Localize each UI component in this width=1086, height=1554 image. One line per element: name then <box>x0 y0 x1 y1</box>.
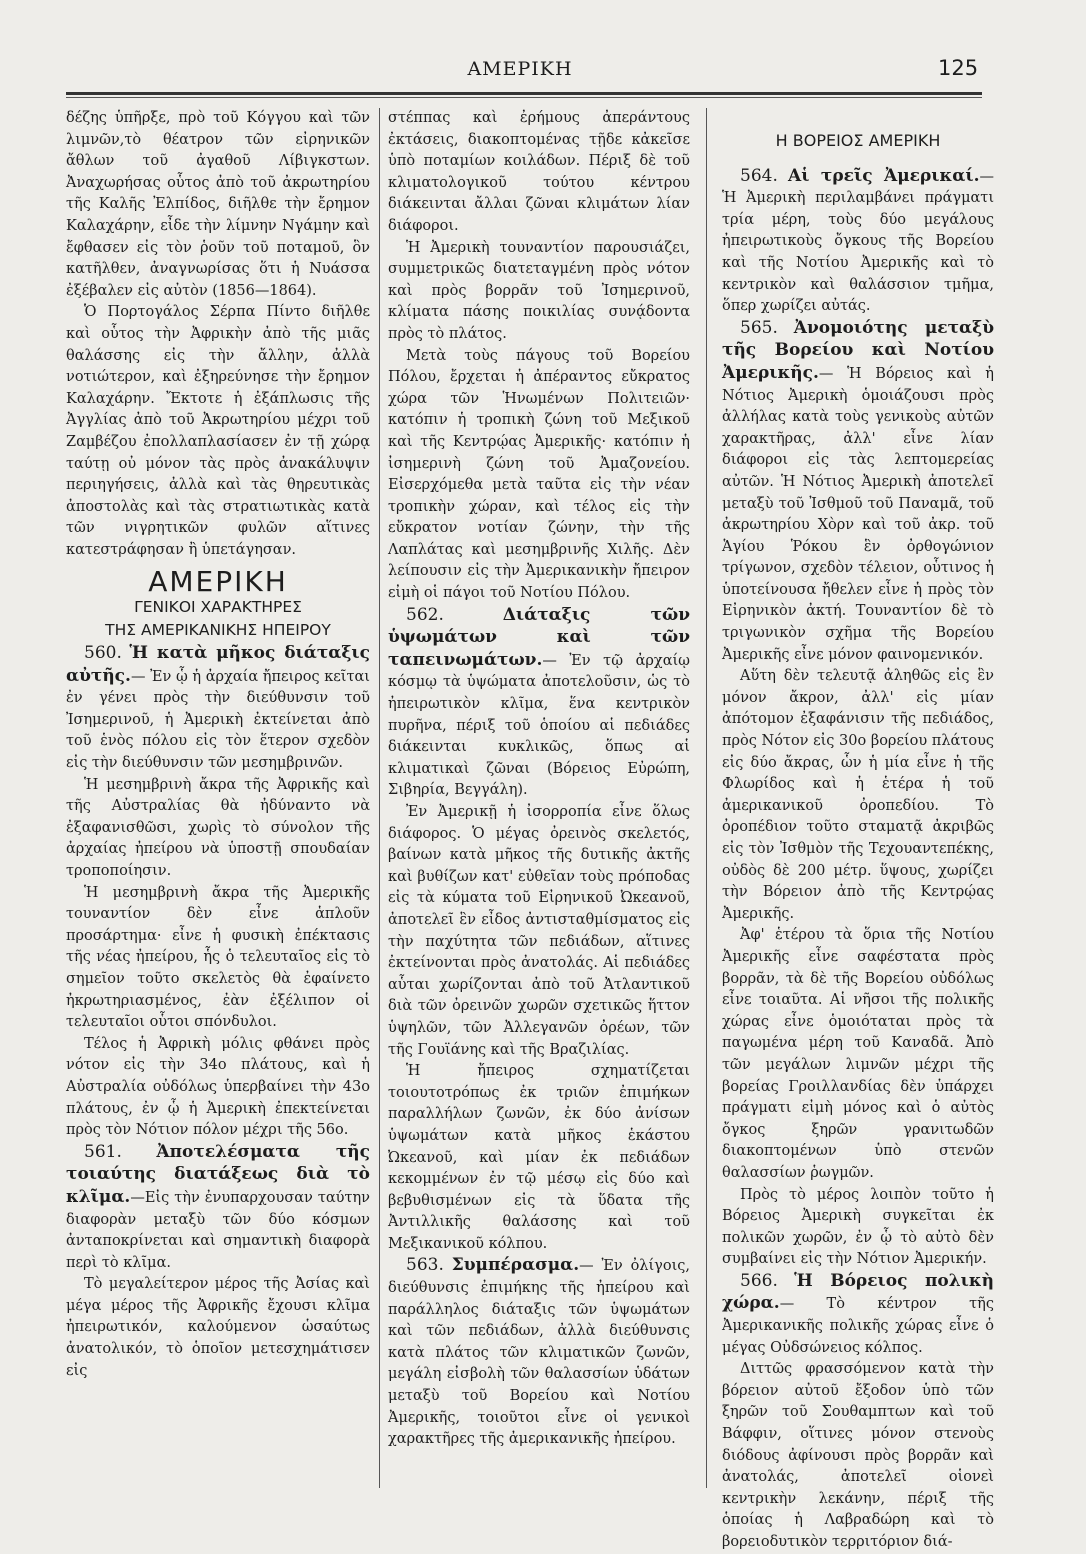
section-text: — Ἐν τῷ ἀρχαίῳ κόσμῳ τὰ ὑψώματα ἀποτελοῦσιν, ὡς τὸ ἠπειρωτικὸν κλῖμα, ἕνα κεντρικὸν πυρῆνα, πέριξ τοῦ ὁποίου αἱ πεδιάδες διάκεινται κυκλικῶς, ὅπως αἱ κλιματικαὶ ζῶναι (Βόρειος Εὐρώπη, Σιβηρία, Βεγγάλη). <box>388 652 690 799</box>
section-heading: Ἡ κατὰ μῆκος διάταξις αὐτῆς. <box>66 643 371 686</box>
section-text: — Ἐν ᾧ ἡ ἀρχαία ἤπειρος κεῖται ἐν γένει πρὸς τὴν διεύθυνσιν τοῦ Ἰσημερινοῦ, ἡ Ἀμερικὴ ἐκτείνεται ἀπὸ τοῦ ἑνὸς πόλου εἰς τὸν ἕτερον σχεδὸν εἰς τὴν διεύθυνσιν τῶν μεσημβρινῶν. <box>66 668 370 772</box>
section-560 <box>66 643 370 775</box>
section-564 <box>722 166 994 318</box>
column-3 <box>722 108 995 1550</box>
paragraph: Αὕτη δὲν τελευτᾷ ἀληθῶς εἰς ἓν μόνον ἄκρον, ἀλλ' εἰς μίαν ἀπότομον ἐξαφάνισιν τῆς πεδιάδος, πρὸς Νότον εἰς 30ο βορείου πλάτους εἰς δύο ἄκρας, ὧν ἡ μία εἶνε ἡ τῆς Φλωρίδος καὶ ἡ ἑτέρα ἡ τοῦ ἀμερικανικοῦ ὀροπεδίου. Τὸ ὀροπέδιον τοῦτο σταματᾷ ἀκριβῶς εἰς τὸν Ἰσθμὸν τῆς Τεχουαντεπέκης, οὐδὸς δὲ 200 μέτρ. ὕψους, χωρίζει τὴν Βόρειον ἀπὸ τῆς Κεντρῴας Ἀμερικῆς. <box>722 668 995 922</box>
section-subtitle: ΓΕΝΙΚΟΙ ΧΑΡΑΚΤΗΡΕΣ <box>134 598 302 617</box>
section-heading: Διάταξις τῶν ὑψωμάτων καὶ τῶν ταπεινωμάτων. <box>388 604 690 670</box>
section-text: — Ἡ Βόρειος καὶ ἡ Νότιος Ἀμερικὴ ὁμοιάζουσι πρὸς ἀλλήλας κατὰ τοὺς γενικοὺς αὐτῶν χαρακτῆρας, ἀλλ' εἶνε λίαν διάφοροι εἰς τὰς λεπτομερείας αὐτῶν. Ἡ Νότιος Ἀμερικὴ ἀποτελεῖ μεταξὺ τοῦ Ἰσθμοῦ τοῦ Παναμᾶ, τοῦ ἀκρωτηρίου Χὸρν καὶ τοῦ ἀκρ. τοῦ Ἁγίου Ῥόκου ἓν ὀρθογώνιον τρίγωνον, σχεδὸν τέλειον, οὗτινος ἡ ὑποτείνουσα ἤθελεν εἶνε ἡ πρὸς τὸν Εἰρηνικὸν ἀκτή. Τουναντίον δὲ τὸ τριγωνικὸν σχῆμα τῆς Βορείου Ἀμερικῆς εἶνε μόνον φαινομενικόν. <box>722 365 994 663</box>
section-number: 565. <box>740 317 778 338</box>
column-divider-2 <box>706 108 707 1488</box>
section-number: 564. <box>740 165 778 186</box>
paragraph: Ἡ μεσημβρινὴ ἄκρα τῆς Ἀμερικῆς τουναντίον δὲν εἶνε ἁπλοῦν προσάρτημα· εἶνε ἡ φυσικὴ ἐπέκτασις τῆς νέας ἠπείρου, ἧς ὁ τελευταῖος εἰς τὸ σημεῖον τοῦτο σκελετὸς θὰ ἐφαίνετο ἠκρωτηριασμένος, ἐὰν ἐξέλιπον οἱ τελευταῖοι οὗτοι σπόνδυλοι. <box>66 884 370 1031</box>
paragraph: δέζης ὑπῆρξε, πρὸ τοῦ Κόγγου καὶ τῶν λιμνῶν,τὸ θέατρον τῶν εἰρηνικῶν ἄθλων τοῦ ἀγαθοῦ Λίβιγκστων. Ἀναχωρήσας οὗτος ἀπὸ τοῦ ἀκρωτηρίου τῆς Καλῆς Ἐλπίδος, διῆλθε τὴν ἔρημον Καλαχάρην, εἶδε τὴν λίμνην Νγάμην καὶ ἔφθασεν εἰς τὸν ῥοῦν τοῦ ποταμοῦ, ὃν κατῆλθεν, ἀναγνωρίσας ὅτι ἡ Νυάσσα ἐξέβαλεν εἰς αὐτὸν (1856—1864). <box>66 110 370 299</box>
paragraph: Ἀφ' ἑτέρου τὰ ὅρια τῆς Νοτίου Ἀμερικῆς εἶνε σαφέστατα πρὸς βορρᾶν, τὰ δὲ τῆς Βορείου οὐδόλως εἶνε τοιαῦτα. Αἱ νῆσοι τῆς πολικῆς χώρας εἶνε ὁμοιόταται πρὸς τὰ παγωμένα μέρη τοῦ Καναδᾶ. Ἀπὸ τῶν μεγάλων λιμνῶν μέχρι τῆς βορείας Γροιλλανδίας δὲν ὑπάρχει πράγματι εἰμὴ μόνος καὶ ὁ αὐτὸς ὄγκος ξηρῶν γρανιτωδῶν διακοπτομένων ὑπὸ στενῶν θαλασσίων ῥωγμῶν. <box>722 927 994 1181</box>
paragraph: Ἡ μεσημβρινὴ ἄκρα τῆς Ἀφρικῆς καὶ τῆς Αὐστραλίας θὰ ἠδύναντο νὰ ἐξαφανισθῶσι, χωρὶς τὸ σύνολον τῆς ἀρχαίας ἠπείρου νὰ ὑποστῇ σπουδαίαν τροποποίησιν. <box>66 776 370 879</box>
paragraph: Ἐν Ἀμερικῇ ἡ ἰσορροπία εἶνε ὅλως διάφορος. Ὁ μέγας ὀρεινὸς σκελετός, βαίνων κατὰ μῆκος τῆς δυτικῆς ἀκτῆς καὶ βυθίζων κατ' εὐθεῖαν τοὺς πρόποδας εἰς τὰ κύματα τοῦ Εἰρηνικοῦ Ὠκεανοῦ, ἀποτελεῖ ἓν εἶδος ἀντισταθμίσματος εἰς τὴν παχύτητα τῶν πεδιάδων, αἵτινες ἐκτείνονται πρὸς ἀνατολάς. Αἱ πεδιάδες αὗται χωρίζονται ἀπὸ τοῦ Ἀτλαντικοῦ διὰ τῶν ὀρεινῶν χωρῶν σχετικῶς ἥττον ὑψηλῶν, τῶν Ἀλλεγανῶν ὀρέων, τῶν τῆς Γουϊάνης καὶ τῆς Βραζιλίας. <box>388 804 690 1058</box>
section-heading: Συμπέρασμα. <box>451 1255 580 1276</box>
paragraph: Ὁ Πορτογάλος Σέρπα Πίντο διῆλθε καὶ οὗτος τὴν Ἀφρικὴν ἀπὸ τῆς μιᾶς θαλάσσης εἰς τὴν ἄλλην, ἀλλὰ νοτιώτερον, καὶ ἐξηρεύνησε τὴν ἔρημον Καλαχάρην. Ἔκτοτε ἡ ἐξάπλωσις τῆς Ἀγγλίας ἀπὸ τοῦ Ἀκρωτηρίου μέχρι τοῦ Ζαμβέζου ἐπολλαπλασίασεν ἐν τῇ χώρᾳ ταύτῃ οὐ μόνον τὰς πρὸς ἀνακάλυψιν περιηγήσεις, ἀλλὰ καὶ τὰς θηρευτικὰς ἀποστολὰς καὶ τὰς στρατιωτικὰς κατὰ τῶν νιγρητικῶν φυλῶν αἵτινες κατεστράφησαν ἢ ὑπετάγησαν. <box>66 304 370 558</box>
section-text: —Εἰς τὴν ἐνυπαρχουσαν ταύτην διαφορὰν μεταξὺ τῶν δύο κόσμων ἀνταποκρίνεται καὶ σημαντικὴ διαφορὰ περὶ τὸ κλῖμα. <box>66 1189 370 1271</box>
paragraph: Διττῶς φρασσόμενον κατὰ τὴν βόρειον αὐτοῦ ἔξοδον ὑπὸ τῶν ξηρῶν τοῦ Σουθαμπτων καὶ τοῦ Βάφφιν, οἵτινες μόνον στενοὺς διόδους ἀφίνουσι πρὸς βορρᾶν καὶ ἀνατολάς, ἀποτελεῖ οἱονεὶ κεντρικὴν λεκάνην, πέριξ τῆς ὁποίας ἡ Λαβραδώρη καὶ τὸ βορειοδυτικὸν τερριτόριον διά- <box>722 1361 994 1550</box>
paragraph: Τέλος ἡ Ἀφρικὴ μόλις φθάνει πρὸς νότον εἰς τὴν 34ο πλάτους, καὶ ἡ Αὐστραλία οὐδόλως ὑπερβαίνει τὴν 43ο πλάτους, ἐν ᾧ ἡ Ἀμερικὴ ἐπεκτείνεται πρὸς τὸν Νότιον πόλον μέχρι τῆς 56ο. <box>66 1035 370 1139</box>
section-565 <box>722 318 994 667</box>
section-text: — Ἡ Ἀμερικὴ περιλαμβάνει πράγματι τρία μέρη, τοὺς δύο μεγάλους ἠπειρωτικοὺς ὄγκους τῆς Βορείου καὶ τῆς Νοτίου Ἀμερικῆς καὶ τὸ κεντρικὸν καὶ θαλάσσιον τμῆμα, ὅπερ χωρίζει αὐτάς. <box>722 168 994 315</box>
paragraph: στέππας καὶ ἐρήμους ἀπεράντους ἐκτάσεις, διακοπτομένας τῇδε κἀκεῖσε ὑπὸ ποταμίων κοιλάδων. Πέριξ δὲ τοῦ κλιματολογικοῦ τούτου κέντρου διάκεινται ἄλλαι ζῶναι κλιμάτων λίαν διάφοροι. <box>388 110 690 234</box>
paragraph: Ἡ ἤπειρος σχηματίζεται τοιουτοτρόπως ἐκ τριῶν ἐπιμήκων παραλλήλων ζωνῶν, ἐκ δύο ἀνίσων ὑψωμάτων κατὰ μῆκος ἑκάστου Ὠκεανοῦ, καὶ μίαν ἐκ πεδιάδων κεκομμένων ἐν τῷ μέσῳ εἰς δύο καὶ βεβυθισμένων εἰς τὰ ὕδατα τῆς Ἀντιλλικῆς θαλάσσης καὶ τοῦ Μεξικανικοῦ κόλπου. <box>388 1063 690 1252</box>
section-number: 561. <box>84 1141 122 1162</box>
section-561 <box>66 1142 370 1275</box>
column-2 <box>388 108 690 1488</box>
section-566 <box>722 1271 994 1359</box>
paragraph: Πρὸς τὸ μέρος λοιπὸν τοῦτο ἡ Βόρειος Ἀμερικὴ συγκεῖται ἐκ πολικῶν χωρῶν, ἐν ᾧ τὸ αὐτὸ δὲν συμβαίνει εἰς τὴν Νότιον Ἀμερικήν. <box>722 1186 994 1268</box>
section-heading: Ἀνομοιότης μεταξὺ τῆς Βορείου καὶ Νοτίου Ἀμερικῆς. <box>722 317 994 383</box>
section-text: — Ἐν ὀλίγοις, διεύθυνσις ἐπιμήκης τῆς ἠπείρου καὶ παράλληλος διάταξις τῶν ὑψωμάτων καὶ τῶν πεδιάδων, ἀλλὰ διεύθυνσις κατὰ πλάτος τῶν κλιματικῶν ζωνῶν, μεγάλη εἰσβολὴ τῶν θαλασσίων ὑδάτων μεταξὺ τοῦ Βορείου καὶ Νοτίου Ἀμερικῆς, τοιοῦτοι εἶνε οἱ γενικοὶ χαρακτῆρες τῆς ἀμερικανικῆς ἠπείρου. <box>388 1258 690 1448</box>
section-title-america: ΑΜΕΡΙΚΗ <box>148 565 288 599</box>
paragraph: Μετὰ τοὺς πάγους τοῦ Βορείου Πόλου, ἔρχεται ἡ ἀπέραντος εὔκρατος χώρα τῶν Ἡνωμένων Πολιτειῶν· κατόπιν ἡ τροπικὴ ζώνη τοῦ Μεξικοῦ καὶ τῆς Κεντρῴας Ἀμερικῆς· κατόπιν ἡ ἰσημερινὴ ζώνη τοῦ Ἀμαζονείου. Εἰσερχόμεθα μετὰ ταῦτα εἰς τὴν νέαν τροπικὴν χώραν, καὶ τέλος εἰς τὴν εὔκρατον νοτίαν ζώνην, τὴν τῆς Λαπλάτας καὶ μεσημβρινῆς Χιλῆς. Δὲν λείπουσιν εἰς τὴν Ἀμερικανικὴν ἤπειρον εἰμὴ οἱ πάγοι τοῦ Νοτίου Πόλου. <box>388 347 690 602</box>
running-header-title: ΑΜΕΡΙΚΗ <box>467 58 573 80</box>
section-number: 560. <box>84 643 122 664</box>
section-subtitle: ΤΗΣ ΑΜΕΡΙΚΑΝΙΚΗΣ ΗΠΕΙΡΟΥ <box>105 621 331 640</box>
section-text: — Τὸ κέντρον τῆς Ἀμερικανικῆς πολικῆς χώρας εἶνε ὁ μέγας Οὐδσώνειος κόλπος. <box>722 1296 994 1356</box>
section-number: 562. <box>406 604 444 625</box>
section-heading: Ἡ Βόρειος πολικὴ χώρα. <box>722 1270 995 1314</box>
section-562 <box>388 605 690 802</box>
page-number: 125 <box>938 56 979 80</box>
section-title-north-america: Η ΒΟΡΕΙΟΣ ΑΜΕΡΙΚΗ <box>775 131 941 150</box>
section-heading: Αἱ τρεῖς Ἀμερικαί. <box>788 165 980 186</box>
column-1 <box>66 108 370 1488</box>
section-563 <box>388 1255 690 1450</box>
section-number: 563. <box>406 1255 444 1276</box>
section-heading: Ἀποτελέσματα τῆς τοιαύτης διατάξεως διὰ τὸ κλῖμα. <box>66 1141 370 1207</box>
column-divider-1 <box>379 108 380 1488</box>
paragraph: Ἡ Ἀμερικὴ τουναντίον παρουσιάζει, συμμετρικῶς διατεταγμένη πρὸς νότον καὶ πρὸς βορρᾶν τοῦ Ἰσημερινοῦ, κλίματα πάσης ποικιλίας συνᾴδοντα πρὸς τὸ πλάτος. <box>388 239 690 342</box>
paragraph: Τὸ μεγαλείτερον μέρος τῆς Ἀσίας καὶ μέγα μέρος τῆς Ἀφρικῆς ἔχουσι κλῖμα ἠπειρωτικόν, καλούμενον ὡσαύτως ἀνατολικόν, τὸ ὁποῖον μετεσχημάτισεν εἰς <box>66 1276 370 1379</box>
section-number: 566. <box>740 1270 778 1291</box>
header-rule-thin <box>66 97 982 98</box>
header-rule <box>66 92 982 95</box>
